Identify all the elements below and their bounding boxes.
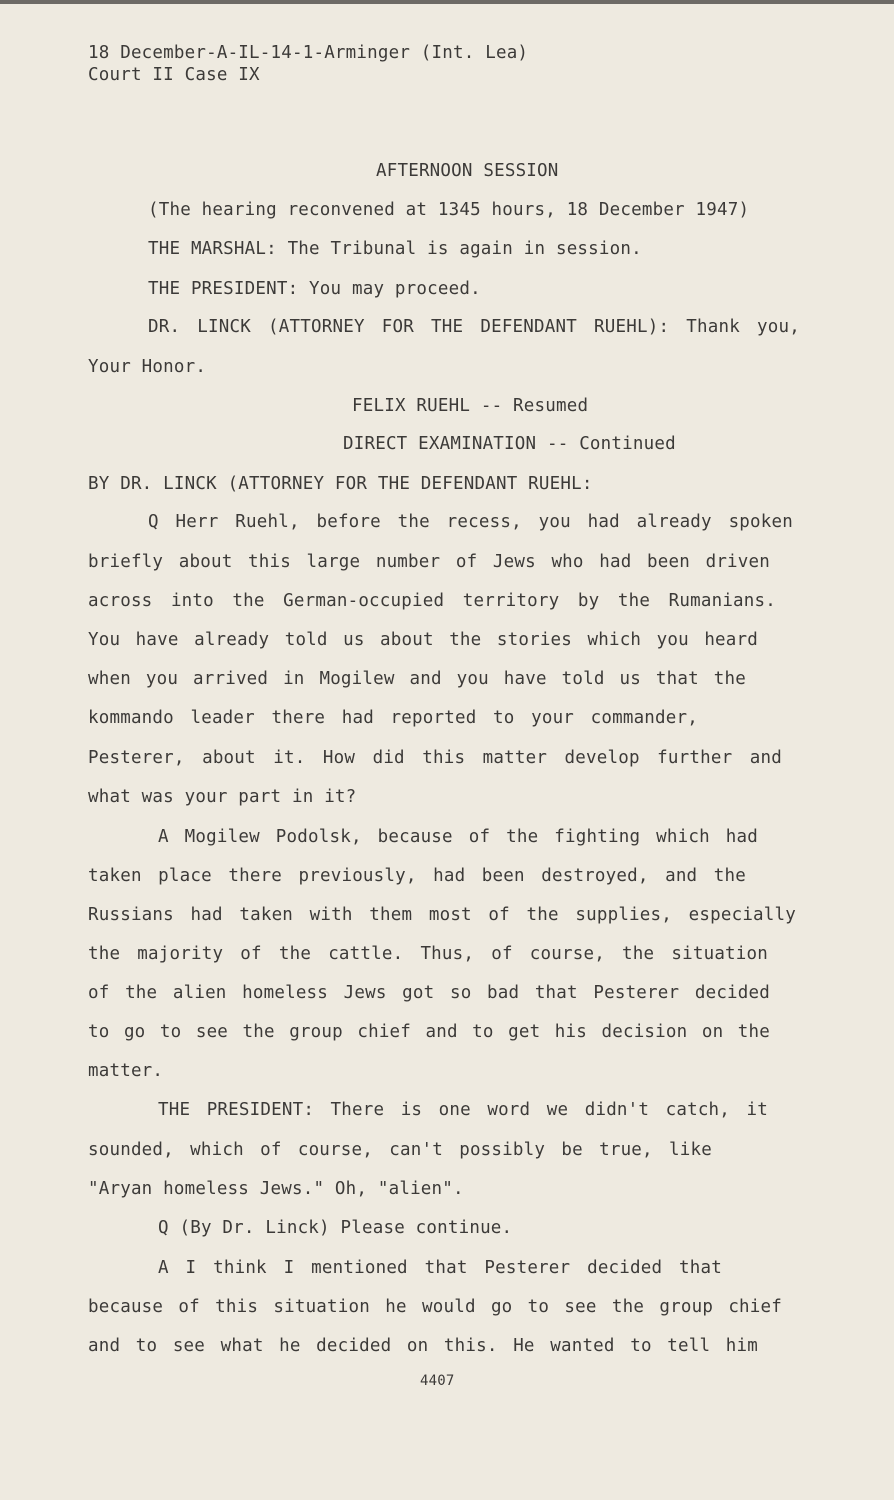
- marshal-line: THE MARSHAL: The Tribunal is again in session.: [148, 239, 642, 259]
- witness-heading: FELIX RUEHL -- Resumed: [352, 396, 589, 416]
- question-line: Q (By Dr. Linck) Please continue.: [158, 1218, 513, 1238]
- question-line: Q Herr Ruehl, before the recess, you had already spoken: [148, 512, 793, 532]
- president-interjection-line: THE PRESIDENT: There is one word we didn't catch, it: [158, 1100, 768, 1120]
- president-line: THE PRESIDENT: You may proceed.: [148, 279, 481, 299]
- president-interjection-line: sounded, which of course, can't possibly be true, like: [88, 1140, 712, 1160]
- answer-line: matter.: [88, 1061, 164, 1081]
- question-line: across into the German-occupied territory by the Rumanians.: [88, 591, 776, 611]
- question-line: when you arrived in Mogilew and you have told us that the: [88, 669, 746, 689]
- linck-intro-line-2: Your Honor.: [88, 357, 207, 377]
- question-line: kommando leader there had reported to your commander,: [88, 708, 698, 728]
- answer-line: of the alien homeless Jews got so bad that Pesterer decided: [88, 983, 770, 1003]
- answer-line: A Mogilew Podolsk, because of the fighting which had: [158, 827, 758, 847]
- by-line: BY DR. LINCK (ATTORNEY FOR THE DEFENDANT RUEHL:: [88, 474, 593, 494]
- top-border: [0, 0, 894, 4]
- reconvene-line: (The hearing reconvened at 1345 hours, 18 December 1947): [148, 200, 750, 220]
- exam-heading: DIRECT EXAMINATION -- Continued: [343, 434, 676, 454]
- session-title: AFTERNOON SESSION: [376, 161, 559, 181]
- answer-line: the majority of the cattle. Thus, of course, the situation: [88, 944, 768, 964]
- answer-line: taken place there previously, had been destroyed, and the: [88, 866, 746, 886]
- header-line-1: 18 December-A-IL-14-1-Arminger (Int. Lea): [88, 43, 529, 63]
- question-line: Pesterer, about it. How did this matter develop further and: [88, 748, 782, 768]
- answer-line: Russians had taken with them most of the supplies, especially: [88, 905, 796, 925]
- answer-line: and to see what he decided on this. He wanted to tell him: [88, 1336, 758, 1356]
- question-line: You have already told us about the stories which you heard: [88, 630, 758, 650]
- question-line: briefly about this large number of Jews who had been driven: [88, 552, 770, 572]
- question-line: what was your part in it?: [88, 787, 357, 807]
- president-interjection-line: "Aryan homeless Jews." Oh, "alien".: [88, 1179, 464, 1199]
- header-line-2: Court II Case IX: [88, 65, 260, 85]
- answer-line: to go to see the group chief and to get his decision on the: [88, 1022, 770, 1042]
- page-number: 4407: [420, 1373, 455, 1389]
- linck-intro-line-1: DR. LINCK (ATTORNEY FOR THE DEFENDANT RUEHL): Thank you,: [148, 317, 800, 337]
- answer-line: because of this situation he would go to see the group chief: [88, 1297, 782, 1317]
- answer-line: A I think I mentioned that Pesterer decided that: [158, 1258, 722, 1278]
